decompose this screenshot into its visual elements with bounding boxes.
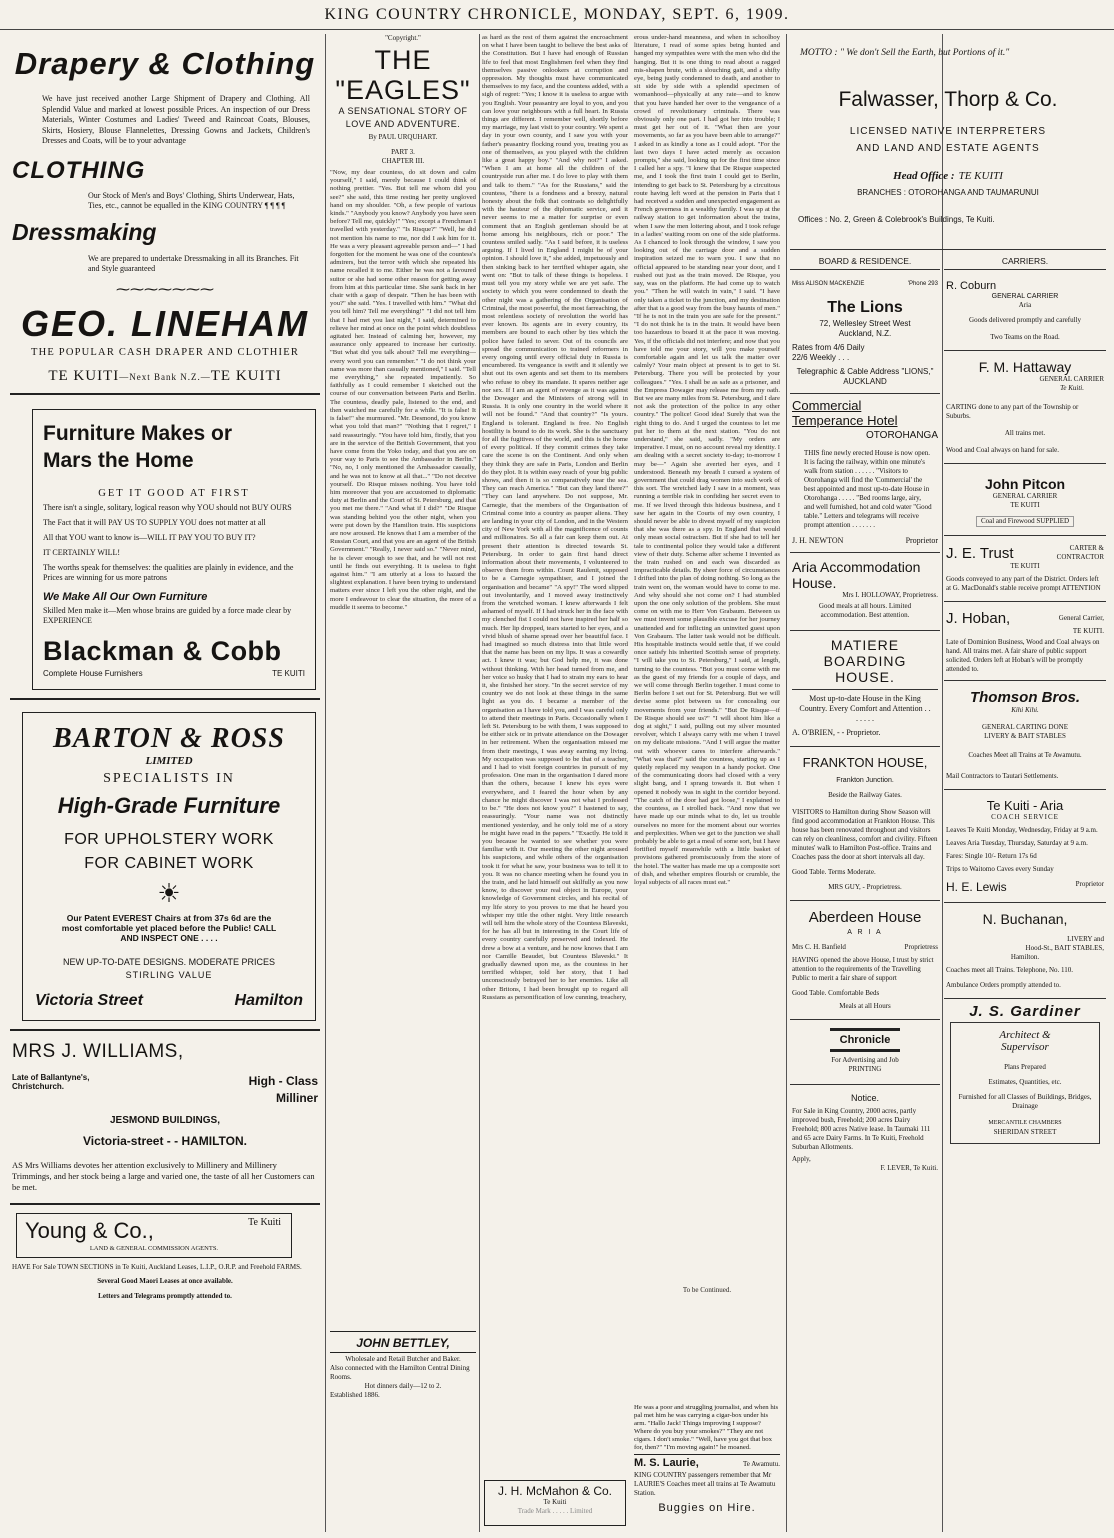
clothing-body: Our Stock of Men's and Boys' Clothing, Shirts Underwear, Hats, Ties, etc., cannot be equalled in the KING COUNTRY ¶ ¶ ¶ ¶ <box>88 190 295 210</box>
column-5 <box>944 276 1106 1532</box>
coburn-town: Aria <box>1018 301 1032 309</box>
barton-sterling: STIRLING VALUE <box>125 969 213 980</box>
bettley-name: JOHN BETTLEY, <box>330 1336 476 1353</box>
aberdeen-ad <box>790 901 940 1020</box>
aberdeen-body: HAVING opened the above House, I trust by strict attention to the requirements of the Travelling Public to merit a fair share of support <box>792 956 934 982</box>
matiere-ad <box>790 631 940 747</box>
chronicle-line: PRINTING <box>848 1065 882 1073</box>
barton-grade: High-Grade Furniture <box>57 792 281 818</box>
lineham-ad <box>10 34 320 395</box>
lions-address: 72, Wellesley Street West Auckland, N.Z. <box>819 319 911 338</box>
commercial-name: Commercial <box>792 398 862 413</box>
buchanan-line: LIVERY and <box>1067 935 1104 943</box>
aberdeen-name: Aberdeen House <box>808 909 922 926</box>
gardiner-role: Architect & <box>999 1029 1051 1041</box>
section-divider <box>10 1029 320 1031</box>
clothing-title: CLOTHING <box>12 156 146 184</box>
coach-line: Trips to Waitomo Caves every Sunday <box>946 865 1054 873</box>
commercial-name: Temperance Hotel <box>792 413 898 428</box>
thomson-line: Coaches Meet all Trains at Te Awamutu. <box>968 751 1082 759</box>
thomson-line: Mail Contractors to Tautari Settlements. <box>946 772 1059 780</box>
aria-line: Good meals at all hours. Limited accommodation. Best attention. <box>818 602 912 619</box>
buchanan-line: Hood-St., BAIT STABLES, <box>1025 944 1104 952</box>
young-line: HAVE For Sale TOWN SECTIONS in Te Kuiti, Auckland Leases, L.I.P., O.R.P. and Freehold FARMS. <box>12 1262 302 1271</box>
blackman-footer: Complete House Furnishers <box>43 668 143 678</box>
thomson-name: Thomson Bros. <box>969 689 1080 706</box>
laurie-intro-text <box>634 1404 780 1452</box>
barton-specialists: SPECIALISTS IN <box>103 770 235 786</box>
board-header: BOARD & RESIDENCE. <box>818 256 912 266</box>
williams-high: High - Class Milliner <box>248 1073 318 1105</box>
hoban-name: J. Hoban, <box>946 610 1011 627</box>
gardiner-name: J. S. Gardiner <box>969 1003 1081 1020</box>
thomson-town: Kihi Kihi. <box>1011 706 1039 714</box>
frankton-ad <box>790 747 940 901</box>
laurie-town: Te Awamutu. <box>743 1460 780 1468</box>
mcmahon-sub: Te Kuiti <box>543 1498 567 1506</box>
thomson-line: LIVERY & BAIT STABLES <box>984 732 1066 740</box>
bettley-line: Also connected with the Hamilton Central Dining Rooms. <box>330 1364 470 1381</box>
gardiner-line: Plans Prepared <box>1004 1063 1046 1071</box>
section-divider <box>10 1203 320 1205</box>
section-divider <box>10 698 320 700</box>
story-continued: To be Continued. <box>682 1286 732 1294</box>
mcmahon-name: J. H. McMahon & Co. <box>497 1484 613 1498</box>
hattaway-line: All trains met. <box>1004 429 1046 437</box>
story-byline: By PAUL URQUHART. <box>368 133 438 141</box>
story-text <box>482 34 628 1482</box>
williams-address: Victoria-street - - HAMILTON. <box>82 1133 248 1148</box>
hattaway-town: Te Kuiti. <box>1060 384 1084 392</box>
gardiner-line: Estimates, Quantities, etc. <box>988 1078 1062 1086</box>
aberdeen-role: Proprietress <box>904 943 938 951</box>
story-paragraph: erous under-hand meanness, and when in schoolboy literature, I read of some spies being hunted and hanged my sympathies were with the men who did the hanging. But it is one thing to read about a ragged mis-shapen brute, with a slouching gait, and a shifty eye, being justly condemned to death, and another to sit side by side with a splendid specimen of womanhood—physically at any rate—and to know that you have handed her over to the vengeance of a crowd of revolutionary criminals. There was obviously only one part. I had got her into trouble; I must get her out of it. "What then are your movements, so far as you have been able to arrange?" I asked in as kindly a tone as I could adopt. "For the last two days I have acted merely as occasion prompts," she said, looking up for the first time since I called her a spy. "I knew that De Risque suspected me, and I took the first train I could get to Berlin, intending to get back to St. Petersburg by a circuitous route having left word at the pension in Paris that I had received a sudden and unexpected engagement as French governess in a wealthy family. I was up at the railway station to get information about the trains, when I saw the men loitering about, and I took refuge in a ladies' waiting room on one of the side platforms. As I chanced to look through the window, I saw you looking out of the carriage door and a sudden inspiration seized me to warn you. I saw that no official appeared to be standing near your door, and I rushed out just as the train moved. De Risque, you say, was on the platform. He had come up to watch you." "Then he will watch in vain," I said. "I have only taken a ticket to the junction, and my destination after that is a good way from the busy haunts of men." "If he is not in the train you are safe for the present." "I do not think he is in the train. It would have been too hazardous to board it at the pace it was moving. Yes, if the officials did not interfere; and now that you have told me your story, will you make yourself comfortable again and let us talk the matter over calmly? Your main object at present is to get to St. Petersburg. There you will be protected by your colleagues." "Yes. I shall be as safe as a prisoner, and the Empress Dowager may release me from my oath. But we are many miles from St. Petersburg, and I dare not ask the protection of the police in any other country." The police! Good idea! Surely that was the right thing to do. And I urged the countess to let me put her to them at the next station. "You do not understand," she said, sadly. "My orders are imperative. I must, on no account reveal my identity. I am dealing with a secret society to-day; to-morrow I may be—" Again she averted her eyes, and I understood. Beneath my breath I cursed a system of government that could drag women into such work of this sort. The wretched lady I saw in a moment, was running a terrible risk in confiding her secret even to me. If we lived through this hideous business, and I saw her again in the Courts of my own country, I should never be able to divest myself of my suspicion that she was there as a spy. In England that would only mean social ostracism. But if she had to tell her tale to continental police they would take a different view of their duty. Scheme after scheme I invented as the train rushed on and each was discarded as impracticable details. By sheer force of circumstances I drifted into the plan of doing nothing. So long as the train went on, the woman would have to come to me. And why should she not come on? I had stumbled upon the one only solution of the problem. She must come on with me to Herr Von Grabaum. Between us we must invent some plausible excuse for her journey unattended and for inflicting an uninvited guest upon Von Grabaum. The latter task would not be difficult. His hospitable instincts would settle that, if we could once satisfy his inherited Scottish sense of propriety. "I will take you to St. Petersburg," I said, at length, turning to the countess. "But you must come with me as the guest of my friends for a couple of days, and we will come through Berlin together. I must come to Berlin before I set out for St. Petersburg. But we will devise some plot between us for concealing our movements from your friends." "But De Risque—if De Risque should see us?" "I will shoot him like a dog at sight," I said, pulling out my silver mounted revolver, which I always carry with me when I travel on my delicate missions. "And I will argue the matter out with whoever cares to interfere afterwards." "What was that?" said the countess, starting up as I quietly replaced my weapon in a handy pocket. One of the communicating doors had closed with a very slight bang, and I sprang towards it. But when I opened it nobody was in sight in the corridor beyond. "The catch of the door had got loose," I explained to the countess, as I strolled back. "And now that we have made up our minds what to do, let us trouble ourselves no more for the moment about our worries and perplexities. When we get to the junction we shall probably be able to get a meal of some sort, but I have fortified myself meanwhile with a little basket of provisions gathered promiscuously from the store of the hotel. The waiter has made me up a composite sort of dish, and whether empires flourish or crumble, the loyal subjects of all races must eat." <box>634 34 780 886</box>
blackman-motto: We Make All Our Own Furniture <box>43 590 208 603</box>
column-1 <box>10 34 320 1532</box>
frankton-town: Frankton Junction. <box>836 777 894 784</box>
story-part: PART 3. <box>391 148 415 156</box>
blackman-line: The Fact that it will PAY US TO SUPPLY YOU does not matter at all <box>43 517 266 527</box>
column-rule <box>479 34 480 1532</box>
blackman-line: All that YOU want to know is—WILL IT PAY YOU TO BUY IT? <box>43 532 256 542</box>
matiere-name: MATIERE <box>830 637 900 653</box>
notice-ad <box>790 1085 940 1181</box>
hattaway-name: F. M. Hattaway <box>978 359 1072 375</box>
story-chapter: CHAPTER III. <box>381 157 425 165</box>
hoban-role: General Carrier, <box>1058 614 1104 622</box>
lions-owner: Miss ALISON MACKENZIE <box>792 281 865 287</box>
aria-name: Aria Accommodation House. <box>792 559 921 591</box>
falwasser-line: LICENSED NATIVE INTERPRETERS <box>849 126 1047 137</box>
young-line: Several Good Maori Leases at once available. <box>97 1276 233 1285</box>
coburn-ad <box>944 276 1106 351</box>
pitcon-name: John Pitcon <box>984 476 1066 492</box>
section-header <box>790 252 940 270</box>
lineham-location: TE KUITI <box>48 367 120 384</box>
blackman-line: There isn't a single, solitary, logical reason why YOU should not BUY OURS <box>43 502 292 512</box>
young-town: Te Kuiti <box>248 1216 281 1228</box>
dressmaking-title: Dressmaking <box>12 218 157 245</box>
lions-telegraphic: Telegraphic & Cable Address "LIONS," AUCKLAND <box>796 367 934 386</box>
pitcon-town: TE KUITI <box>1010 501 1040 509</box>
coach-line: Fares: Single 10/- Return 17s 6d <box>946 852 1037 860</box>
aria-owner: Mrs I. HOLLOWAY, Proprietress. <box>842 591 938 599</box>
barton-ross-ad <box>22 712 316 1021</box>
frankton-sub: Beside the Railway Gates. <box>828 791 902 799</box>
falwasser-offices: Offices : No. 2, Green & Colebrook's Buildings, Te Kuiti. <box>798 215 995 224</box>
joke-paragraph: He was a poor and struggling journalist, and when his pal met him he was carrying a cigar-box under his arm. "Hallo Jack! Things improving I suppose? Where do you buy your smokes?" "They are not cigars. I don't smoke." "Well, have you got that box for, then?" "I'm moving again!" he moaned. <box>634 1404 779 1451</box>
lineham-location-note: —Next Bank N.Z.— <box>119 371 211 382</box>
bettley-line: Established 1886. <box>330 1391 380 1399</box>
blackman-line: GET IT GOOD AT FIRST <box>98 487 250 499</box>
coburn-line: Goods delivered promptly and carefully <box>969 316 1081 324</box>
barton-street: Victoria Street <box>35 991 143 1009</box>
young-line: Letters and Telegrams promptly attended to. <box>98 1291 232 1300</box>
sunburst-icon: ☀ <box>157 878 181 908</box>
coach-ad <box>944 790 1106 903</box>
gardiner-footer: MERCANTILE CHAMBERS <box>988 1120 1062 1126</box>
column-4 <box>790 276 940 1532</box>
notice-apply: Apply, <box>792 1155 811 1163</box>
lions-name: The Lions <box>827 299 903 316</box>
blackman-motto-sub: Skilled Men make it—Men whose brains are guided by a force made clear by EXPERIENCE <box>43 605 292 625</box>
gardiner-role: Supervisor <box>1001 1041 1049 1053</box>
falwasser-head-label: Head Office : <box>893 170 955 182</box>
blackman-name: Blackman & Cobb <box>43 635 282 666</box>
frankton-owner: MRS GUY, - Proprietress. <box>828 883 902 891</box>
young-ad <box>10 1213 320 1301</box>
story-paragraph: as hard as the rest of them against the encroachment on what I have been taught to believe the best asks of the Constitution. But I have had enough of Russian life to feel that most Englishmen feel when they find themselves passive onlookers at corruption and oppression. My thoughts must have communicated themselves to my face, and the countess added, with a sigh of regret: "Yes; I know it is useless to argue with you English. Your peasantry are loyal to you, and you can love your neighbours with a full heart. In Russia things are different. I remember well, shortly before my marriage, my last visit to your country. We spent a day in your own county, and I saw you with your father's peasantry flocking round you, treating you as one of themselves, as you played with the children like a great happy boy." "And why not?" I asked. "When I am at home all the children of the countryside run after me. I do love to play with them and talk to them." "As for the Russians," said the countess, "there is a fondness and a breezy, natural honesty about the folk that contrasts so delightfully with the hauteur of the diplomatic service, and it never seems to me a matter for surprise or even comment that an English gentleman should be at home among his neighbours, rich or poor." The countess smiled sadly. "As I said before, it is useless arguing. If I lived in England I might be of your opinion. I should love it," she added, impetuously and then sinking back to her terrified whisper again, she went on: "But to talk of these things is hopeless. I must tell you my story while we are yet safe. The society to which you were condemned to death the other night was a gathering of the Organisation of Criminal, the most powerful, the most farreaching, the most relentless society of revolution the world has ever known. Its agents are in every country, its members are bound to each other by ties which the police have failed to sever. Out of its councils are spread the communication to trained reformers in every ongoing until every official duty in Russia is encumbered. Its vengeance is swift and it silently we shut out its own agents and set them to its members who refuse to obey its mandate. It spares neither age nor sex. If I am an agent of revenge as it was against the Dowager and the Ministers of strong will in Russia. It is only one country in the world where it will not be found." "And that country?" "Is yours. England is tolerant. England is free. No English hostility is bound to do its work. She is the sanctuary for all the fugitives of the world, and this is the home of every political. If they commit crimes they take care the scene is on the Continent. And only when they think they are safe in Paris, London and Berlin do they plot. It is within easy reach of your big public shows, and then it is so comparatively near the sea. They can reach America." "But can they land there?" "They can land anywhere. Do not suppose, Mr. Carnegie, that the members of the Organisation of Criminal come into a country as pauper aliens. They are landing in your city of London, and in the Western city of New York with all the magnificence of counts and millionaires. So all a fair can keep them out. At present their attention is directed towards St. Petersburg. In order to gain first hand direct information about their movements, I volunteered to observe them from within. Count Raulenit, supposed to be a Carnegie sympathiser, and I joined the organisation and became" "A spy!" The word slipped out involuntarily, and I moved away instinctively from the wretched woman. I knew afterwards I felt ashamed of myself. If I had struck her in the face with my clenched fist I could not have inspired her half so much. Her lip dropped, tears started to her eyes, and a vivid blush of shame spread over her beautiful face. I had imagined so much distress into that little word that the name has been on my lips. It was a cowardly act. I knew it was; but God help me, it was done without thinking. With her head turned from me, and her voice so husky that I had to strain my ears to hear it, she finished her story. "In the secret service of my country we do not look at these things in the same light as you do. I became a member of the organisation as I have told you, and I was careful only to attend their meetings in Paris. Occasionally when I left St. Petersburg to be with them, I was supposed to be either sick or in private attendance on the Dowager in her retirement. When the organisation missed me from their meetings, I was away earning my living. My occupation was supposed to be that of a teacher, and I had to visit foreign countries in pursuit of my profession. One man in the organisation I dared more than the others, because I knew his eyes were everywhere, and I feared the hour when by any chance he might discover I was not what I professed to be." "He does not know you?" I hastened to say, reassuringly. "Your name was not distinctly mentioned yesterday, and he only told me of a story he might have read in the papers." "Exactly. He told it you because he wanted to see whether you were familiar with it. Our meeting the other night aroused his suspicions, and while others of the organisation took it for what he saw, your business was to tell it to you. It was no chance meeting when he found you in the train, and he laid himself out skilfully as you now know, to discover your real object in Europe, your knowledge of Government circles, and his recital of my life story to you proves to me that he heard you whisper my title the other night. Very little research will tell him the whole story of the Countess Blaveski, for he has all but in interesting in the Court life of every country carefully preserved and indexed. He drew a bow at a venture, and he now knows that I am nor Camille Beaudet, but Countess Blaveski." It gradually dawned upon me, as the countess in her terrified whisper, told her story, that I had unconsciously betrayed her to her enemies. Like all other Britons, I had been brought up to regard all Russians as personification of low cunning, treachery, <box>482 34 628 1001</box>
barton-limited: LIMITED <box>145 754 193 767</box>
story-copyright: "Copyright." <box>385 34 421 42</box>
frankton-name: FRANKTON HOUSE, <box>802 755 928 770</box>
coach-line: Leaves Aria Tuesday, Thursday, Saturday at 9 a.m. <box>946 839 1088 847</box>
barton-city: Hamilton <box>234 991 303 1009</box>
falwasser-motto: MOTTO : " We don't Sell the Earth, but Portions of it." <box>800 48 1010 58</box>
carriers-header: CARRIERS. <box>1001 256 1049 266</box>
aberdeen-town: A R I A <box>847 929 883 936</box>
lineham-tagline: THE POPULAR CASH DRAPER AND CLOTHIER <box>30 346 300 358</box>
lineham-name: GEO. LINEHAM <box>20 302 309 344</box>
notice-agent: F. LEVER, Te Kuiti. <box>880 1164 938 1172</box>
buchanan-ad <box>944 903 1106 999</box>
aria-ad <box>790 553 940 631</box>
trust-role: CARTER & CONTRACTOR <box>1056 544 1104 561</box>
matiere-owner: A. O'BRIEN, - - Proprietor. <box>792 728 881 737</box>
mcmahon-line: Trade Mark . . . . . Limited <box>517 1507 593 1515</box>
pitcon-line: Coal and Firewood SUPPLIED <box>976 516 1074 527</box>
lions-ad <box>790 276 940 394</box>
blackman-line: The worths speak for themselves: the qualities are plainly in evidence, and the Prices are winning for us more patrons <box>43 562 294 582</box>
bettley-line: Wholesale and Retail Butcher and Baker. <box>345 1355 461 1363</box>
pitcon-role: GENERAL CARRIER <box>992 492 1058 500</box>
lions-phone: 'Phone 293 <box>907 281 938 287</box>
blackman-line: IT CERTAINLY WILL! <box>43 547 121 557</box>
gardiner-line: Furnished for all Classes of Buildings, Bridges, Drainage <box>958 1093 1092 1110</box>
furniture-headline: Furniture Makes or Mars the Home <box>43 421 233 472</box>
matiere-body: Most up-to-date House in the King Country. Every Comfort and Attention . . . . . . . <box>799 694 931 723</box>
coach-owner: H. E. Lewis <box>946 880 1007 894</box>
section-header <box>944 252 1106 270</box>
hattaway-line: CARTING done to any part of the Township or Suburbs. <box>946 403 1079 420</box>
hattaway-role: GENERAL CARRIER <box>1039 375 1104 383</box>
coach-role: Proprietor <box>1075 880 1104 888</box>
coach-line: Leaves Te Kuiti Monday, Wednesday, Friday at 9 a.m. <box>946 826 1098 834</box>
matiere-name: BOARDING HOUSE. <box>792 653 938 690</box>
buchanan-town: Hamilton. <box>1010 953 1040 961</box>
story-text: "Now, my dear countess, do sit down and calm yourself," I said, merely because I could think of nothing prettier. "Yes. But tell me whom did you see?" she said, this time resting her pretty ungloved hand on my shoulder. "Oh, a few people of various kinds." "Anybody you know? Anybody you have seen before? Tell me, quickly!" "Yes; except a Frenchman I travelled with yesterday." "Is Risque?" "Well, he did not mention his name to me, nor did I ask him for it. He was a very pleasant agreeable person and—" I had forgotten for the moment he was one of the countess's admirers, but the terror with which she repeated his name recalled it to me. Either he was not a favoured suitor or she had some other reason for getting away from him at this particular time. She sank back in her chair with a gasp of despair. "Then he has been with you?" she said. "Yes. I travelled with him." "What did you tell him? Tell me everything!" "I did not tell him that I had met you last night," I said, determined to relieve her mind at once on the point which doubtless agitated her. Instead of calming her, however, my assurance only appeared to increase her curiosity. "But what did you talk about? Tell me everything—every word you can remember." "I do not think your name was more than casually mentioned," I said. "Tell me everything," she repeated impatiently. So faithfully as I could remember I sketched out the course of our conversation between Paris and Berlin. The countess, deadly pale, listened to the end, and then watched me carefully for a while. "It is false! It is false!" she murmured. "Mr. Desmond, do you know what you told that man?" "Nothing that I regret," I said reassuringly. "You have told him, firstly, that you are in the service of the British Government, that you have come from the Yoko today, and that you are on your way to Paris to see the Ambassador in Berlin." "No, no, I only mentioned the Ambassador casually, and he was not to know at all that..." "Do not deceive yourself. Do Risque misses nothing. You have told him moreover that you are accustomed to diplomatic duty at Berlin and the Court of St. Petersburg, and that you met me there." "And what if I did?" "De Risque was standing behind you the other night, when you were put down by the Hamilton train. His suspicions are now aroused. He knows that I am a member of the Russian Court, and that you are an agent of the British Government." "Really, I never said so." "Never mind, he is clever enough to see that, and he will not rest until he finds out everything. It is useless to fight against him." "I am utterly at a loss to hazard the slightest explanation. I have been trying to understand matters ever since I left you the other night, and the more I endeavour to clear the situation, the more of a muddle it seems to become." <box>330 169 476 611</box>
drapery-title: Drapery & Clothing <box>14 46 316 81</box>
dressmaking-body: We are prepared to undertake Dressmaking in all its Branches. Fit and Style guaranteed <box>88 253 299 273</box>
story-title: THE "EAGLES" <box>335 45 471 105</box>
williams-buildings: JESMOND BUILDINGS, <box>109 1114 220 1126</box>
barton-patent: Our Patent EVEREST Chairs at from 37s 6d are the most comfortable yet placed before the Public! CALL AND INSPECT ONE . . . . <box>61 912 277 943</box>
blackman-footer: TE KUITI <box>272 668 305 678</box>
column-rule <box>786 34 787 1532</box>
gardiner-footer: SHERIDAN STREET <box>993 1128 1057 1136</box>
notice-body: For Sale in King Country, 2000 acres, partly improved bush, Freehold; 200 acres Dairy Freehold; 800 acres Native lease. In Taumaki 111 and 65 acre Dairy Farms. In Te Kuiti, Freehold Suburban Allotments. <box>792 1107 931 1151</box>
coburn-name: R. Coburn <box>946 280 997 292</box>
hoban-ad <box>944 602 1106 681</box>
hoban-town: TE KUITI. <box>1072 627 1104 635</box>
falwasser-ad <box>790 40 1106 250</box>
barton-designs: NEW UP-TO-DATE DESIGNS. MODERATE PRICES <box>62 956 276 967</box>
commercial-body: THIS fine newly erected House is now open. It is facing the railway, within one minute's walk from station . . . . . . "Visitors to Otorohanga will find the 'Commercial' the best appointed and most up-to-date House in Otorohanga . . . . . "Bed rooms large, airy, and well furnished, hot and cold water "Good table." Letters and telegrams will receive prompt attention . . . . . . . <box>804 449 932 529</box>
aberdeen-owner: Mrs C. H. Banfield <box>792 943 846 951</box>
falwasser-head-value: TE KUITI <box>958 170 1003 182</box>
barton-upholstery: FOR UPHOLSTERY WORK <box>64 830 274 848</box>
pitcon-ad <box>944 464 1106 536</box>
williams-body: AS Mrs Williams devotes her attention exclusively to Millinery and Millinery Trimmings, and her stock being a large and varied one, the taste of all her Customers can be met. <box>12 1159 315 1192</box>
column-3 <box>482 34 782 1532</box>
commercial-ad <box>790 394 940 553</box>
falwasser-name: Falwasser, Thorp & Co. <box>838 88 1058 111</box>
trust-body: Goods conveyed to any part of the District. Orders left at G. MacDonald's stable receive prompt ATTENTION <box>946 575 1101 592</box>
lineham-location: TE KUITI <box>210 367 282 384</box>
column-rule <box>942 34 943 1532</box>
column-2 <box>330 34 476 1532</box>
chronicle-ad <box>790 1020 940 1085</box>
coburn-line: Two Teams on the Road. <box>990 333 1060 341</box>
notice-title: Notice. <box>850 1093 879 1103</box>
williams-late: Late of Ballantyne's, Christchurch. <box>12 1072 90 1091</box>
barton-cabinet: FOR CABINET WORK <box>84 854 254 872</box>
bettley-line: Hot dinners daily—12 to 2. <box>364 1382 442 1390</box>
swash-icon: ⁓⁓⁓⁓⁓⁓⁓ <box>116 282 214 298</box>
williams-name: MRS J. WILLIAMS, <box>12 1040 184 1062</box>
frankton-body: VISITORS to Hamilton during Show Season will find good accommodation at Frankton House. This house has been renovated throughout and visitors can rely on cleanliness, comfort and civility. Fifteen minutes' walk to Hamilton Post-office. Trains and Coaches pass the door at short intervals all day. <box>792 808 938 861</box>
trust-town: TE KUITI <box>1010 562 1040 570</box>
story-subtitle: A SENSATIONAL STORY OF LOVE AND ADVENTURE. <box>338 106 468 129</box>
commercial-owner: J. H. NEWTON <box>792 536 844 545</box>
laurie-hire: Buggies on Hire. <box>658 1502 756 1514</box>
young-name: Young & Co., <box>25 1217 154 1243</box>
thomson-ad <box>944 681 1106 790</box>
drapery-body: We have just received another Large Shipment of Drapery and Clothing. All Splendid Value and marked at lowest possible Prices. An inspection of our Dress Materials, Winter Costumes and Ladies' Tweed and Raincoat Coats, Blouses, Skirts, Hosiery, Blouse Flannelettes, Dressing Gowns and Jackets, Children's Dresses and Coats, will be to your advantage <box>42 94 310 145</box>
coburn-role: GENERAL CARRIER <box>991 293 1059 300</box>
buchanan-line: Ambulance Orders promptly attended to. <box>946 981 1061 989</box>
laurie-body: KING COUNTRY passengers remember that Mr LAURIE'S Coaches meet all trains at Te Awamutu Station. <box>634 1471 776 1497</box>
coach-sub: COACH SERVICE <box>991 813 1059 821</box>
gardiner-ad <box>944 999 1106 1150</box>
trust-name: J. E. Trust <box>946 544 1014 562</box>
mcmahon-ad <box>484 1480 626 1526</box>
hattaway-ad <box>944 351 1106 464</box>
commercial-role: Proprietor <box>905 536 938 545</box>
trust-ad <box>944 536 1106 602</box>
aberdeen-table: Good Table. Comfortable Beds <box>792 989 880 997</box>
thomson-line: GENERAL CARTING DONE <box>981 723 1069 731</box>
laurie-name: M. S. Laurie, <box>634 1457 699 1469</box>
aberdeen-meals: Meals at all Hours <box>839 1002 891 1010</box>
masthead: KING COUNTRY CHRONICLE, MONDAY, SEPT. 6, 1909. <box>0 0 1114 30</box>
williams-ad <box>10 1041 320 1193</box>
chronicle-line: For Advertising and Job <box>831 1056 899 1064</box>
hattaway-line: Wood and Coal always on hand for sale. <box>946 446 1059 454</box>
buchanan-name: N. Buchanan, <box>982 911 1068 927</box>
story-text <box>634 34 780 1404</box>
buchanan-line: Coaches meet all Trains. Telephone, No. 110. <box>946 966 1074 974</box>
falwasser-line: AND LAND AND ESTATE AGENTS <box>856 143 1040 154</box>
barton-name: BARTON & ROSS <box>53 722 285 754</box>
commercial-town: OTOROHANGA <box>865 430 938 441</box>
lions-rates: Rates from 4/6 Daily 22/6 Weekly . . . <box>792 343 865 362</box>
frankton-table: Good Table. Terms Moderate. <box>792 868 876 876</box>
blackman-cobb-ad <box>32 409 316 690</box>
column-rule <box>325 34 326 1532</box>
young-sub: LAND & GENERAL COMMISSION AGENTS. <box>89 1244 219 1252</box>
falwasser-branches: BRANCHES : OTOROHANGA AND TAUMARUNUI <box>857 188 1039 197</box>
coach-name: Te Kuiti - Aria <box>986 798 1064 813</box>
chronicle-name: Chronicle <box>839 1034 891 1046</box>
hoban-body: Late of Dominion Business, Wood and Coal always on hand. All trains met. A fair share of public support solicited. Orders left at Hoban's will be promptly attended to. <box>946 638 1100 673</box>
laurie-ad <box>634 1454 780 1532</box>
bettley-ad <box>330 1331 476 1400</box>
